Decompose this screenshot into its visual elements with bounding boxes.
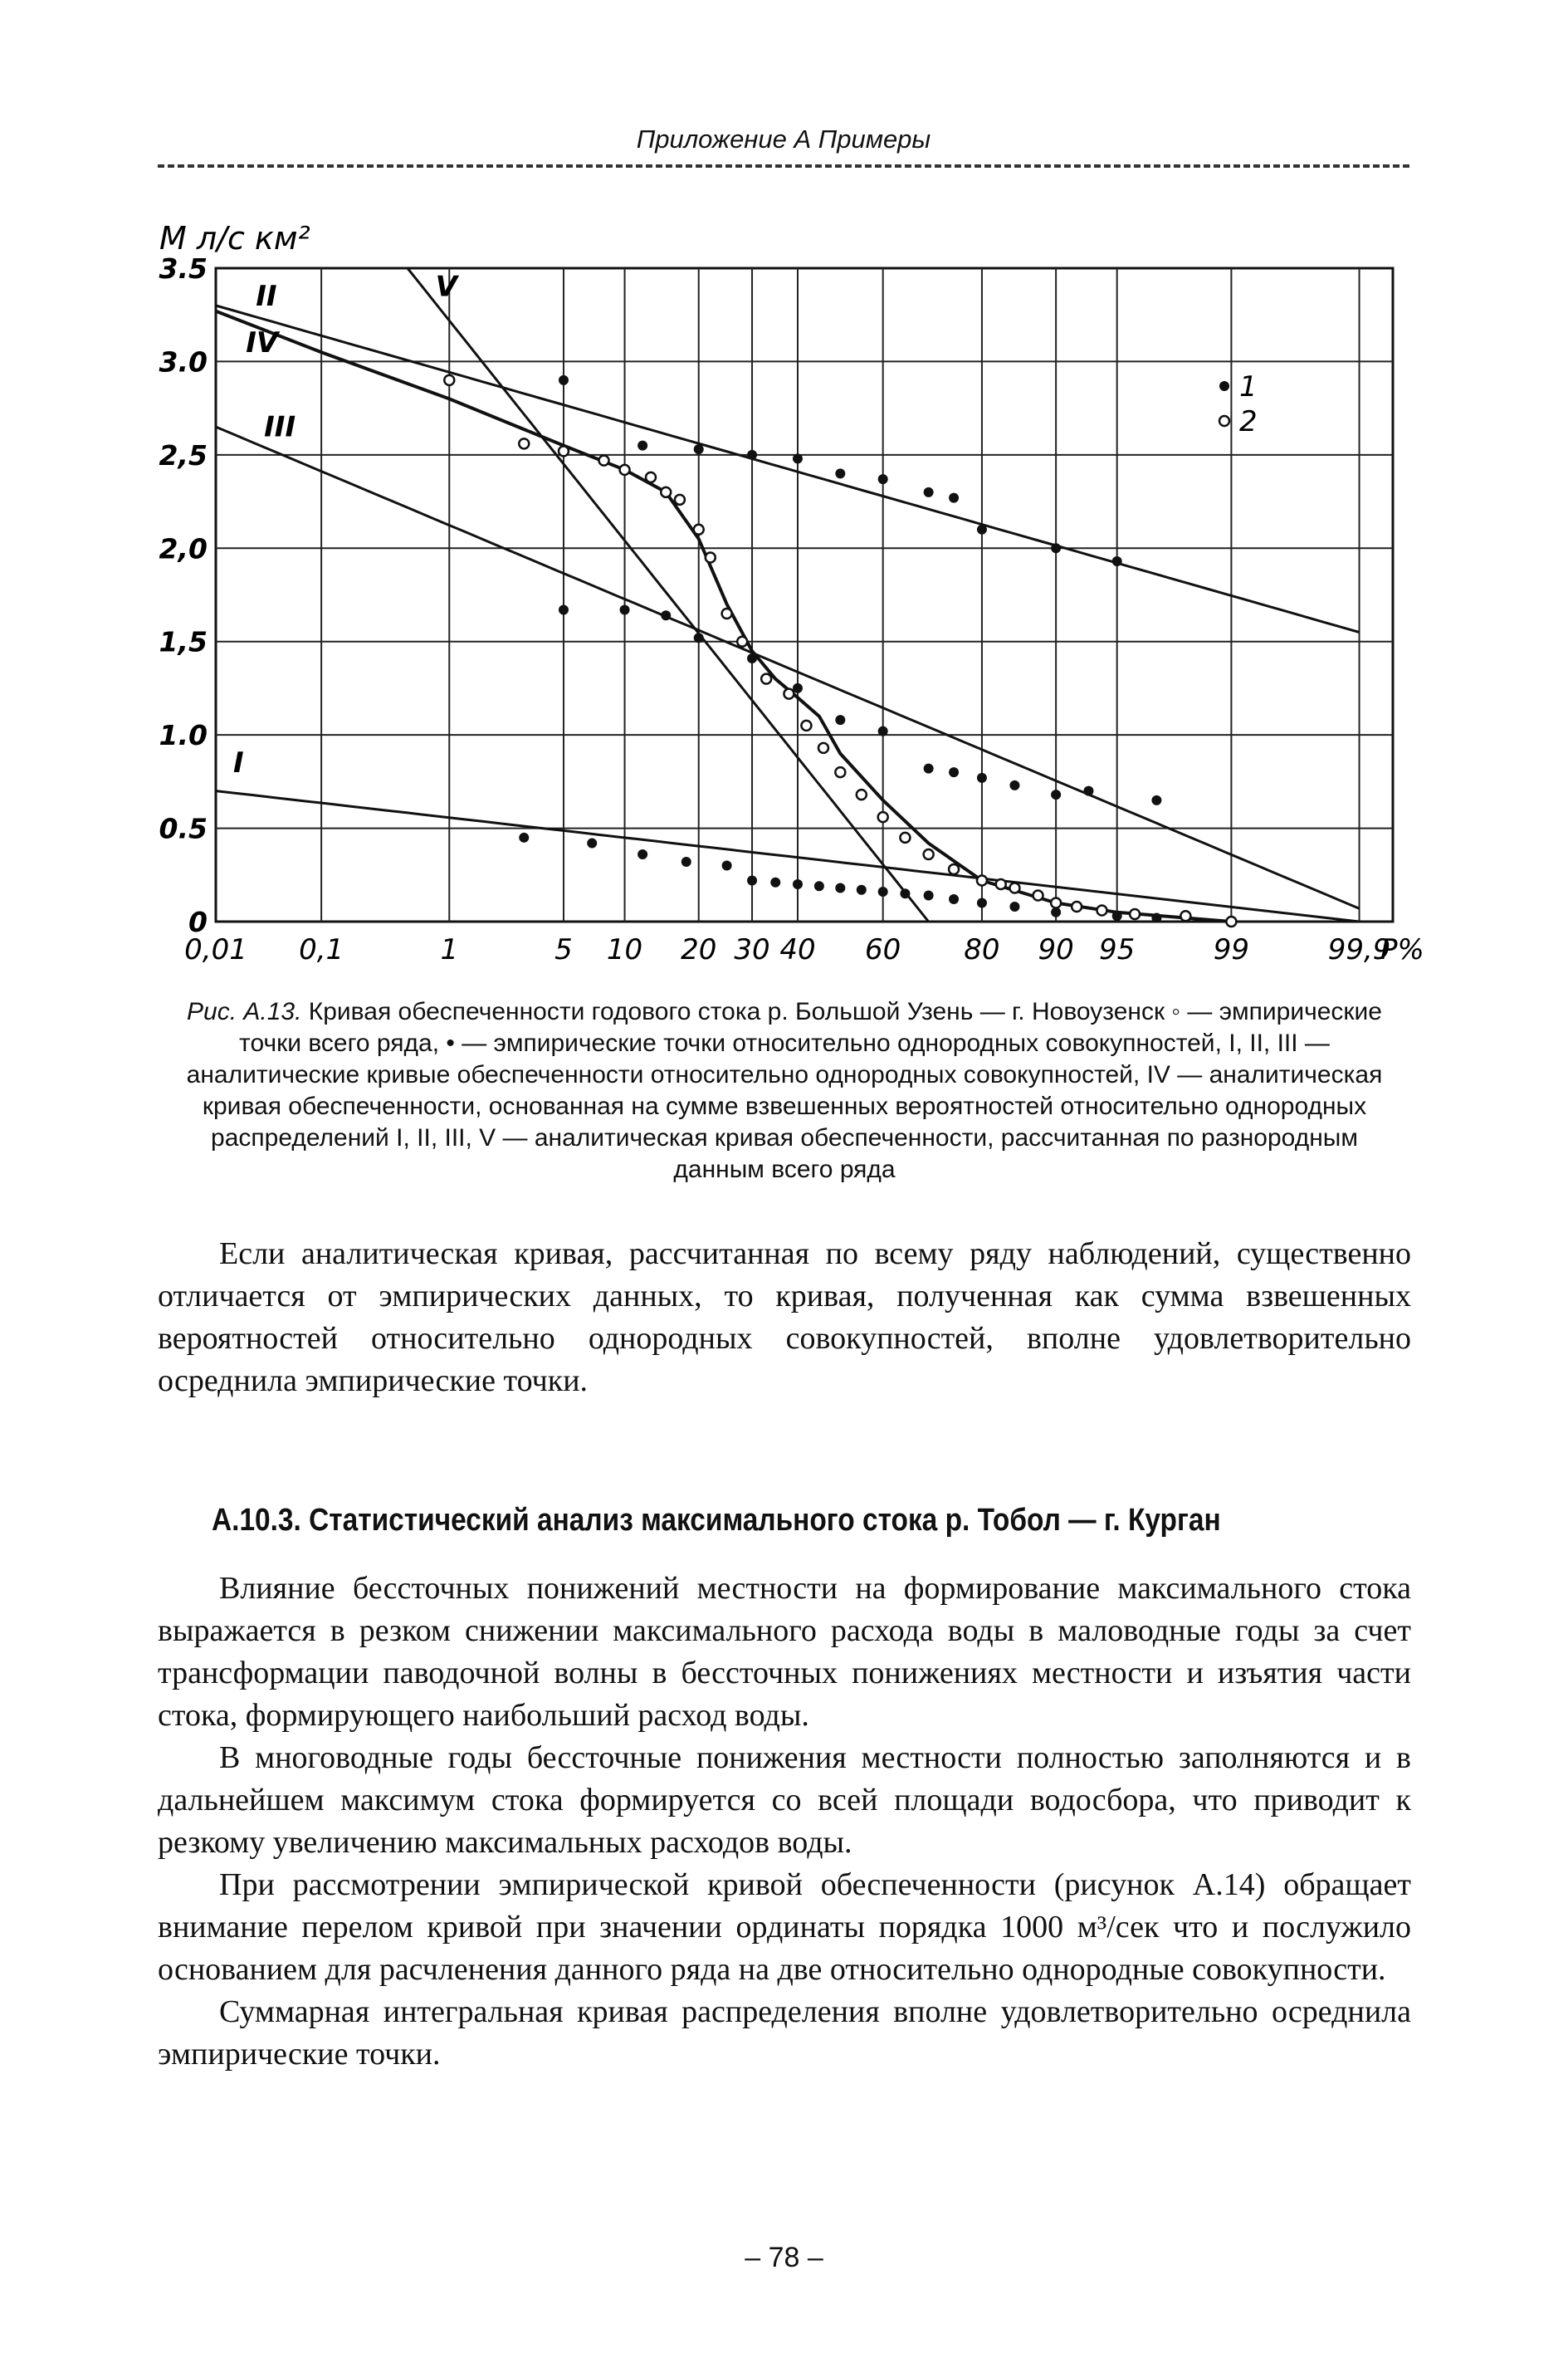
curve-v — [408, 268, 929, 922]
point-open — [675, 495, 685, 505]
point-filled — [747, 876, 757, 886]
curve-i — [216, 791, 1360, 922]
y-tick-label: 2,5 — [159, 438, 208, 472]
point-open — [835, 767, 845, 777]
point-open — [1051, 898, 1061, 908]
point-open — [444, 375, 454, 385]
point-open — [801, 721, 811, 731]
point-open — [878, 812, 888, 822]
x-tick-label: 90 — [1038, 933, 1074, 966]
point-filled — [1151, 913, 1161, 923]
y-tick-label: 3.0 — [159, 345, 208, 379]
x-tick-label: 0,1 — [299, 933, 344, 966]
point-open — [949, 864, 959, 874]
y-tick-label: 2,0 — [159, 532, 208, 565]
curve-label-v: V — [435, 270, 457, 304]
x-axis-label: P% — [1380, 933, 1424, 966]
point-filled — [559, 604, 569, 614]
point-filled — [747, 653, 757, 663]
point-filled — [559, 375, 569, 385]
point-filled — [949, 894, 959, 904]
point-filled — [620, 604, 630, 614]
point-filled — [681, 857, 691, 867]
point-filled — [722, 861, 732, 871]
probability-chart — [158, 212, 1428, 992]
point-filled — [835, 468, 845, 478]
x-tick-label: 0,01 — [184, 933, 247, 966]
x-tick-label: 80 — [964, 933, 1000, 966]
x-tick-label: 10 — [606, 933, 643, 966]
point-open — [599, 456, 609, 466]
point-open — [818, 743, 828, 753]
legend-label: 2 — [1239, 405, 1258, 438]
paragraph-1 — [158, 1233, 1411, 1402]
x-tick-label: 30 — [734, 933, 770, 966]
point-filled — [835, 715, 845, 725]
y-tick-label: 0 — [188, 906, 208, 938]
point-filled — [747, 450, 757, 460]
point-filled — [1083, 786, 1093, 796]
point-open — [761, 674, 771, 684]
x-tick-label: 5 — [554, 933, 573, 966]
point-open — [924, 849, 934, 859]
curve-label-iv: IV — [246, 326, 279, 360]
point-filled — [793, 879, 803, 889]
point-filled — [924, 487, 934, 497]
figure-caption — [166, 996, 1403, 1186]
plot-frame — [216, 268, 1393, 922]
page-number: – 78 – — [745, 2242, 823, 2273]
point-filled — [637, 849, 647, 859]
running-header: Приложение А Примеры — [636, 125, 931, 154]
point-filled — [637, 441, 647, 451]
point-open — [1130, 909, 1140, 919]
point-filled — [924, 891, 934, 901]
point-open — [694, 525, 704, 535]
caption-label: Рис. А.13. — [187, 998, 302, 1025]
x-tick-label: 20 — [681, 933, 717, 966]
point-filled — [878, 726, 888, 736]
curve-label-i: I — [232, 746, 244, 780]
point-open — [737, 637, 747, 647]
point-filled — [878, 887, 888, 897]
paragraph-3: В многоводные годы бессточные понижения местности полностью заполняются и в дальнейшем максимум стока формируется со всей площади водосбора, что приводит к резкому увеличению максимальных расходов воды. — [158, 1740, 1411, 1860]
point-open — [646, 472, 656, 482]
point-filled — [900, 888, 910, 898]
point-filled — [1051, 790, 1061, 800]
legend-marker-filled — [1219, 381, 1229, 391]
y-tick-label: 3.5 — [159, 252, 208, 285]
point-filled — [694, 633, 704, 643]
point-filled — [949, 767, 959, 777]
paragraph-text: Если аналитическая кривая, рассчитанная по всему ряду наблюдений, существенно отличается от эмпирических данных, то кривая, полученная как сумма взвешенных вероятностей относительно однородных совокупностей, вполне удовлетворительно осреднила эмпирические точки. — [158, 1236, 1411, 1398]
point-filled — [835, 883, 845, 893]
point-filled — [1151, 795, 1161, 805]
header-divider — [158, 164, 1409, 168]
y-tick-label: 0.5 — [159, 812, 208, 845]
y-tick-label: 1.0 — [159, 719, 208, 752]
y-axis-label: M л/с км² — [159, 220, 310, 257]
point-open — [1072, 902, 1082, 912]
point-open — [996, 879, 1006, 889]
point-filled — [587, 839, 597, 849]
point-open — [1226, 917, 1236, 927]
point-filled — [977, 898, 987, 908]
chart-labels — [159, 220, 1424, 966]
point-filled — [694, 444, 704, 454]
point-open — [857, 790, 867, 800]
paragraph-2: Влияние бессточных понижений местности на формирование максимального стока выражается в резком снижении максимального расхода воды в маловодные годы за счет трансформации паводочной волны в бессточных понижениях местности и изъятия части стока, формирующего наибольший расход воды. — [158, 1571, 1411, 1733]
point-filled — [1112, 556, 1122, 566]
legend-label: 1 — [1239, 370, 1258, 404]
point-filled — [878, 474, 888, 484]
curve-label-ii: II — [256, 279, 277, 313]
point-open — [900, 833, 910, 843]
section-body — [158, 1568, 1411, 2076]
chart-grid — [216, 268, 1393, 922]
curve-label-iii: III — [264, 410, 296, 444]
point-filled — [977, 525, 987, 535]
point-filled — [1112, 911, 1122, 921]
x-tick-label: 1 — [440, 933, 459, 966]
point-open — [1097, 906, 1106, 916]
x-tick-label: 99 — [1213, 933, 1250, 966]
point-filled — [1051, 543, 1061, 553]
point-filled — [977, 773, 987, 783]
point-open — [784, 689, 794, 699]
x-tick-label: 95 — [1099, 933, 1136, 966]
curve-iii — [216, 427, 1360, 908]
point-filled — [770, 878, 780, 888]
point-open — [519, 438, 529, 448]
point-open — [977, 876, 987, 886]
legend-marker-open — [1219, 416, 1229, 426]
point-filled — [793, 453, 803, 463]
chart-curves — [216, 268, 1360, 922]
point-filled — [1009, 780, 1019, 790]
y-tick-label: 1,5 — [159, 625, 208, 658]
point-open — [706, 553, 716, 563]
point-open — [620, 465, 630, 475]
point-filled — [1009, 902, 1019, 912]
point-filled — [949, 493, 959, 503]
point-open — [661, 487, 671, 497]
point-open — [559, 446, 569, 456]
section-heading: А.10.3. Статистический анализ максимального стока р. Тобол — г. Курган — [212, 1503, 1221, 1538]
x-tick-label: 60 — [865, 933, 901, 966]
point-open — [1033, 891, 1043, 901]
x-tick-label: 99,9 — [1327, 933, 1391, 966]
point-filled — [814, 881, 824, 891]
point-open — [1009, 883, 1019, 893]
paragraph-4: При рассмотрении эмпирической кривой обеспеченности (рисунок А.14) обращает внимание перелом кривой при значении ординаты порядка 1000 м³/сек что и послужило основанием для расчленения данного ряда на две относительно однородные совокупности. — [158, 1867, 1411, 1987]
curve-ii — [216, 306, 1360, 633]
point-open — [1180, 911, 1190, 921]
point-filled — [857, 885, 867, 895]
figure-chart — [158, 212, 1428, 992]
point-filled — [519, 833, 529, 843]
paragraph-5: Суммарная интегральная кривая распределения вполне удовлетворительно осреднила эмпирические точки. — [158, 1994, 1411, 2072]
point-filled — [924, 764, 934, 774]
point-filled — [661, 610, 671, 620]
x-tick-label: 40 — [779, 933, 816, 966]
caption-text: Кривая обеспеченности годового стока р. Большой Узень — г. Новоузенск ◦ — эмпирические точки всего ряда, • — эмпирические точки относительно однородных совокупностей, I, II, III — аналитические кривые обеспеченности относительно однородных совокупностей, IV — аналитическая кривая обеспеченности, основанная на сумме взвешенных вероятностей относительно однородных распределений I, II, III, V — аналитическая кривая обеспеченности, рассчитанная по разнородным данным всего ряда — [186, 998, 1383, 1183]
point-open — [722, 609, 732, 619]
